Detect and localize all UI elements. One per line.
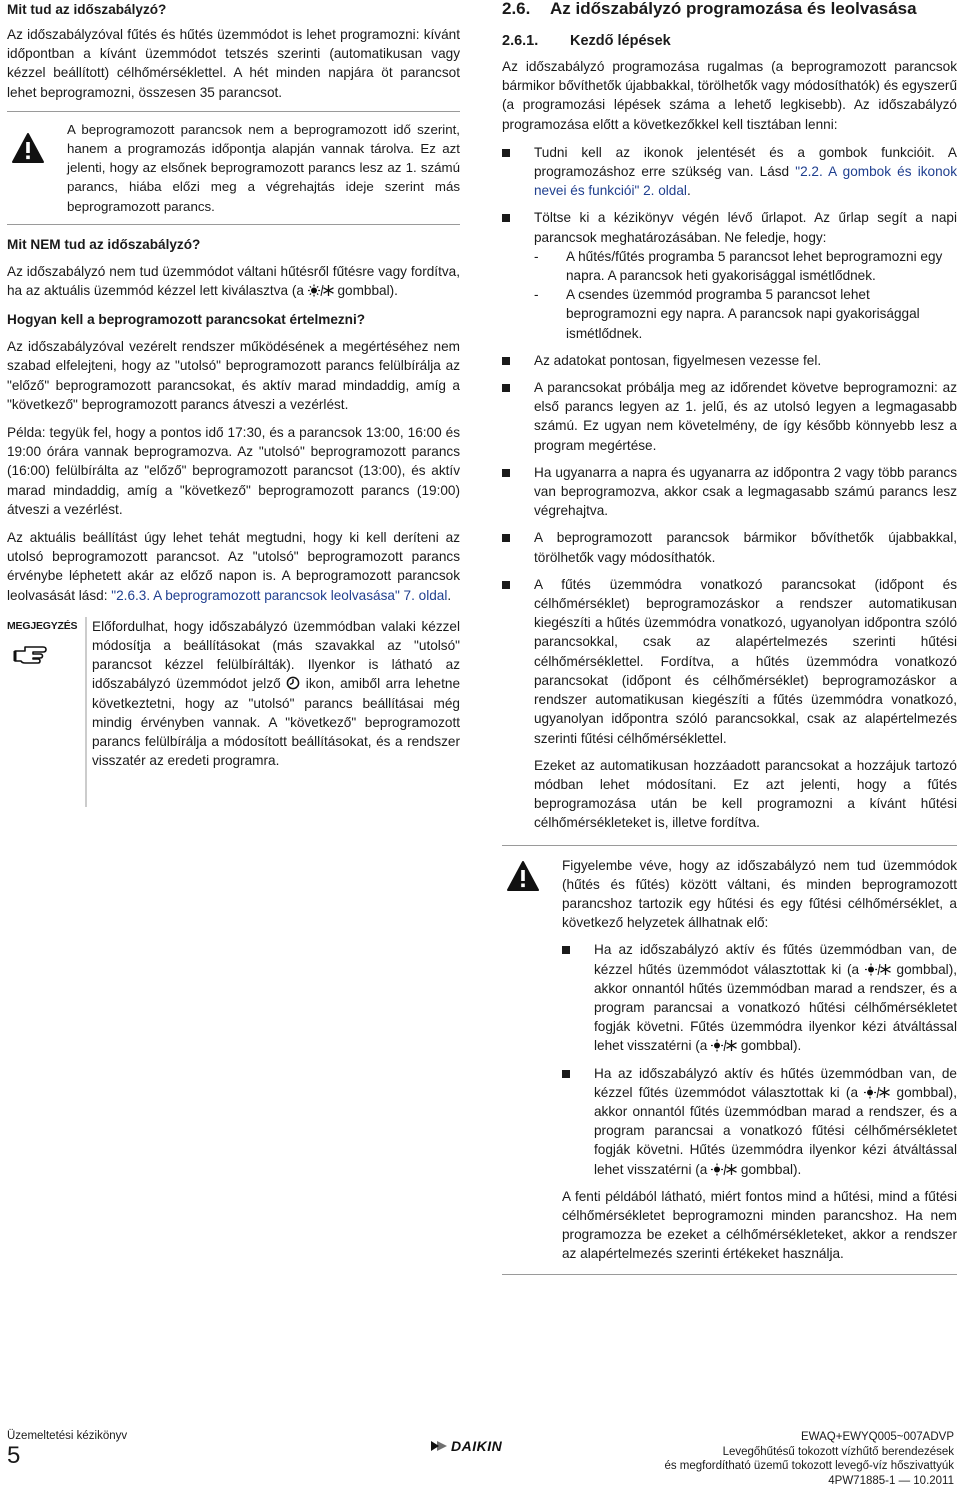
list-item: Ha az időszabályzó aktív és fűtés üzemmódban van, de kézzel hűtés üzemmódot választottak ki (a gombbal), akkor onnantól hűtés üzemmódban marad a rendszer, és a program parancsai a vonatkozó hűtési célhőmérsékletet fogják követni. Fűtés üzemmódra ilyenkor kézi átváltással lehet visszatérni (a gombbal).	[562, 940, 957, 1055]
daikin-logo-icon	[429, 1440, 449, 1452]
question-heading: Hogyan kell a beprogramozott parancsokat értelmezni?	[7, 310, 460, 329]
paragraph: Az időszabályzóval vezérelt rendszer működésének a megértéséhez nem szabad elfelejteni, hogy az "utolsó" beprogramozott parancs felülbírálja az "előző" beprogramozott parancsokat, és aktív marad mindaddig, amíg a "következő" beprogramozott parancs átveszi a vezérlést.	[7, 337, 460, 414]
page-footer	[7, 1420, 957, 1480]
subsection-heading: 2.6.1. Kezdő lépések	[502, 33, 957, 49]
pointing-hand-icon	[13, 643, 47, 665]
dash-item: - A csendes üzemmód programba 5 parancsot lehet beprogramozni egy napra. A parancsok napi gyakorisággal ismétlődnek.	[534, 285, 957, 343]
page-number: 5	[7, 1442, 20, 1470]
warning-box	[502, 845, 957, 1275]
footer-product-info	[664, 1430, 954, 1488]
list-item: A fűtés üzemmódra vonatkozó parancsokat (időpont és célhőmérséklet) beprogramozáskor a rendszer automatikusan kiegészíti a hűtés üzemmódra vonatkozó, ugyanolyan időpontra szóló parancsokkal, csak az alapértelmezés szerinti hűtési célhőmérséklettel. Fordítva, a hűtés üzemmódra vonatkozó parancsokat (időpont és célhőmérséklet) beprogramozáskor a rendszer automatikusan kiegészíti a fűtés üzemmódra vonatkozó, ugyanolyan időpontra szóló parancsokkal, csak az alapértelmezés szerinti fűtési célhőmérséklettel. Ezeket az automatikusan hozzáadott parancsokat a hozzájuk tartozó módban lehet módosítani. Ez azt jelenti, hogy a fűtés beprogramozása után be kell programozni a kívánt hűtési célhőmérsékleteket is, illetve fordítva.	[502, 575, 957, 833]
list-item: Az adatokat pontosan, figyelmesen vezesse fel.	[502, 351, 957, 370]
list-item: Ha ugyanarra a napra és ugyanarra az időpontra 2 vagy több parancs van beprogramozva, akkor csak a legmagasabb számú parancs lesz végrehajtva.	[502, 463, 957, 521]
brand-logo: DAIKIN	[451, 1438, 502, 1454]
warning-triangle-icon	[11, 132, 45, 164]
left-column	[7, 0, 460, 771]
warning-text: A fenti példából látható, miért fontos mind a hűtési, mind a fűtési célhőmérsékletet beprogramozni minden parancshoz. Ha nem programozza be ezeket a célhőmérsékleteket, akkor a rendszer az alapértelmezés szerinti értékeket használja.	[562, 1187, 957, 1264]
cross-reference-link[interactable]: "2.2. A gombok és ikonok nevei és funkciói" 2. oldal	[534, 164, 957, 198]
warning-text: Figyelembe véve, hogy az időszabályzó nem tud üzemmódok (hűtés és fűtés) között váltani, és minden beprogramozott parancshoz tartozik egy hűtési és egy fűtési célhőmérséklet, a következő helyzetek állhatnak elő:	[562, 856, 957, 933]
paragraph: Példa: tegyük fel, hogy a pontos idő 17:30, és a parancsok 13:00, 16:00 és 19:00 órára vannak beprogramozva. Az "utolsó" beprogramozott parancs (16:00) felülbírálta az "előző" beprogramozott parancsot (13:00), és aktív marad mindaddig, amíg a "következő" beprogramozott parancs (19:00) átveszi a vezérlést.	[7, 423, 460, 519]
note-label: MEGJEGYZÉS	[7, 617, 77, 636]
cool-heat-mode-icon	[865, 963, 891, 976]
manual-title: Üzemeltetési kézikönyv	[7, 1430, 127, 1442]
list-item: A parancsokat próbálja meg az időrendet követve beprogramozni: az első parancs legyen az 1. jelű, és az utolsó legyen a legmagasabb számú. Ez ugyan nem követelmény, de így később könnyebb lesz a program megértése.	[502, 378, 957, 455]
paragraph: Az időszabályzóval fűtés és hűtés üzemmódot is lehet programozni: kívánt időpontban a kívánt üzemmódot tetszés szerinti (automatikusan vagy kézzel beállított) célhőmérséklettel. A hét minden napjára öt parancsot lehet beprogramozni, összesen 35 parancsot.	[7, 25, 460, 102]
question-heading: Mit tud az időszabályzó?	[7, 0, 460, 19]
note-divider	[85, 617, 87, 807]
note-box	[7, 617, 460, 771]
warning-box	[7, 111, 460, 225]
warning-text: A beprogramozott parancsok nem a beprogramozott idő szerint, hanem a programozás időpontja alapján vannak tárolva. Ez azt jelenti, hogy az elsőnek beprogramozott parancs lesz az 1. számú parancs, hiába előzi meg a végrehajtás ideje szerint más beprogramozott parancs.	[67, 120, 460, 216]
list-item: Tudni kell az ikonok jelentését és a gombok funkcióit. A programozáshoz erre szükség van. Lásd "2.2. A gombok és ikonok nevei és funkciói" 2. oldal.	[502, 143, 957, 201]
section-heading: 2.6. Az időszabályzó programozása és leolvasása	[502, 0, 957, 18]
right-column	[502, 0, 957, 1275]
dash-list	[534, 247, 957, 343]
cool-heat-mode-icon	[711, 1163, 737, 1176]
dash-item: - A hűtés/fűtés programba 5 parancsot lehet beprogramozni egy napra. A parancsok heti gyakorisággal ismétlődnek.	[534, 247, 957, 285]
bullet-list	[562, 940, 957, 1178]
list-item: A beprogramozott parancsok bármikor bővíthetők újabbakkal, törölhetők vagy módosíthatók.	[502, 528, 957, 566]
cool-heat-mode-icon	[308, 284, 334, 297]
cool-heat-mode-icon	[711, 1039, 737, 1052]
list-item: Ha az időszabályzó aktív és hűtés üzemmódban van, de kézzel fűtés üzemmódot választottak ki (a gombbal), akkor onnantól fűtés üzemmódban marad a rendszer, és a program parancsai a vonatkozó fűtési célhőmérsékletet fogják követni. Hűtés üzemmódra ilyenkor kézi átváltással lehet visszatérni (a gombbal).	[562, 1064, 957, 1179]
list-item: Töltse ki a kézikönyv végén lévő űrlapot. Az űrlap segít a napi parancsok meghatározásában. Ne feledje, hogy: - A hűtés/fűtés programba 5 parancsot lehet beprogramozni egy napra. A parancsok heti gyakorisággal ismétlődnek. - A csendes üzemmód programba 5 parancsot lehet beprogramozni egy napra. A parancsok napi gyakorisággal ismétlődnek.	[502, 208, 957, 342]
bullet-list	[502, 143, 957, 833]
document-code: 4PW71885-1 — 10.2011	[664, 1474, 954, 1488]
note-text: Előfordulhat, hogy időszabályzó üzemmódban valaki kézzel módosítja a beállításokat (más szavakkal az "utolsó" parancsot kézzel felülbírálták). Ilyenkor is látható az időszabályzó üzemmódot jelző ikon, amiből arra lehetne következtetni, hogy az "utolsó" parancs beállításai még mindig érvényben vannak. A "következő" beprogramozott parancs felülbírálja a módosított beállításokat, és a rendszer visszatér az eredeti programra.	[92, 617, 460, 771]
model-number: EWAQ+EWYQ005~007ADVP	[664, 1430, 954, 1445]
timer-clock-icon	[286, 676, 300, 690]
product-description: Levegőhűtésű tokozott vízhűtő berendezések	[664, 1445, 954, 1460]
paragraph: Az időszabályzó programozása rugalmas (a beprogramozott parancsok bármikor bővíthetők újabbakkal, törölhetők vagy módosíthatók) és egyszerű (a programozási lépések száma a lehető legkisebb). Az időszabályzó programozása előtt a következőkkel kell tisztában lenni:	[502, 57, 957, 134]
paragraph: Az időszabályzó nem tud üzemmódot váltani hűtésről fűtésre vagy fordítva, ha az aktuális üzemmód kézzel lett kiválasztva (a gombbal).	[7, 262, 460, 300]
cool-heat-mode-icon	[864, 1086, 890, 1099]
paragraph: Az aktuális beállítást úgy lehet tehát megtudni, hogy ki kell deríteni az utolsó beprogramozott parancsot. Az "utolsó" beprogramozott parancs érvénybe léphetett akár az előző napon is. A beprogramozott parancsok leolvasását lásd: "2.6.3. A beprogramozott parancsok leolvasása" 7. oldal.	[7, 528, 460, 605]
warning-triangle-icon	[506, 860, 540, 892]
question-heading: Mit NEM tud az időszabályzó?	[7, 235, 460, 254]
product-description: és megfordítható üzemű tokozott levegő-víz hőszivattyúk	[664, 1459, 954, 1474]
cross-reference-link[interactable]: "2.6.3. A beprogramozott parancsok leolvasása" 7. oldal	[111, 588, 447, 603]
